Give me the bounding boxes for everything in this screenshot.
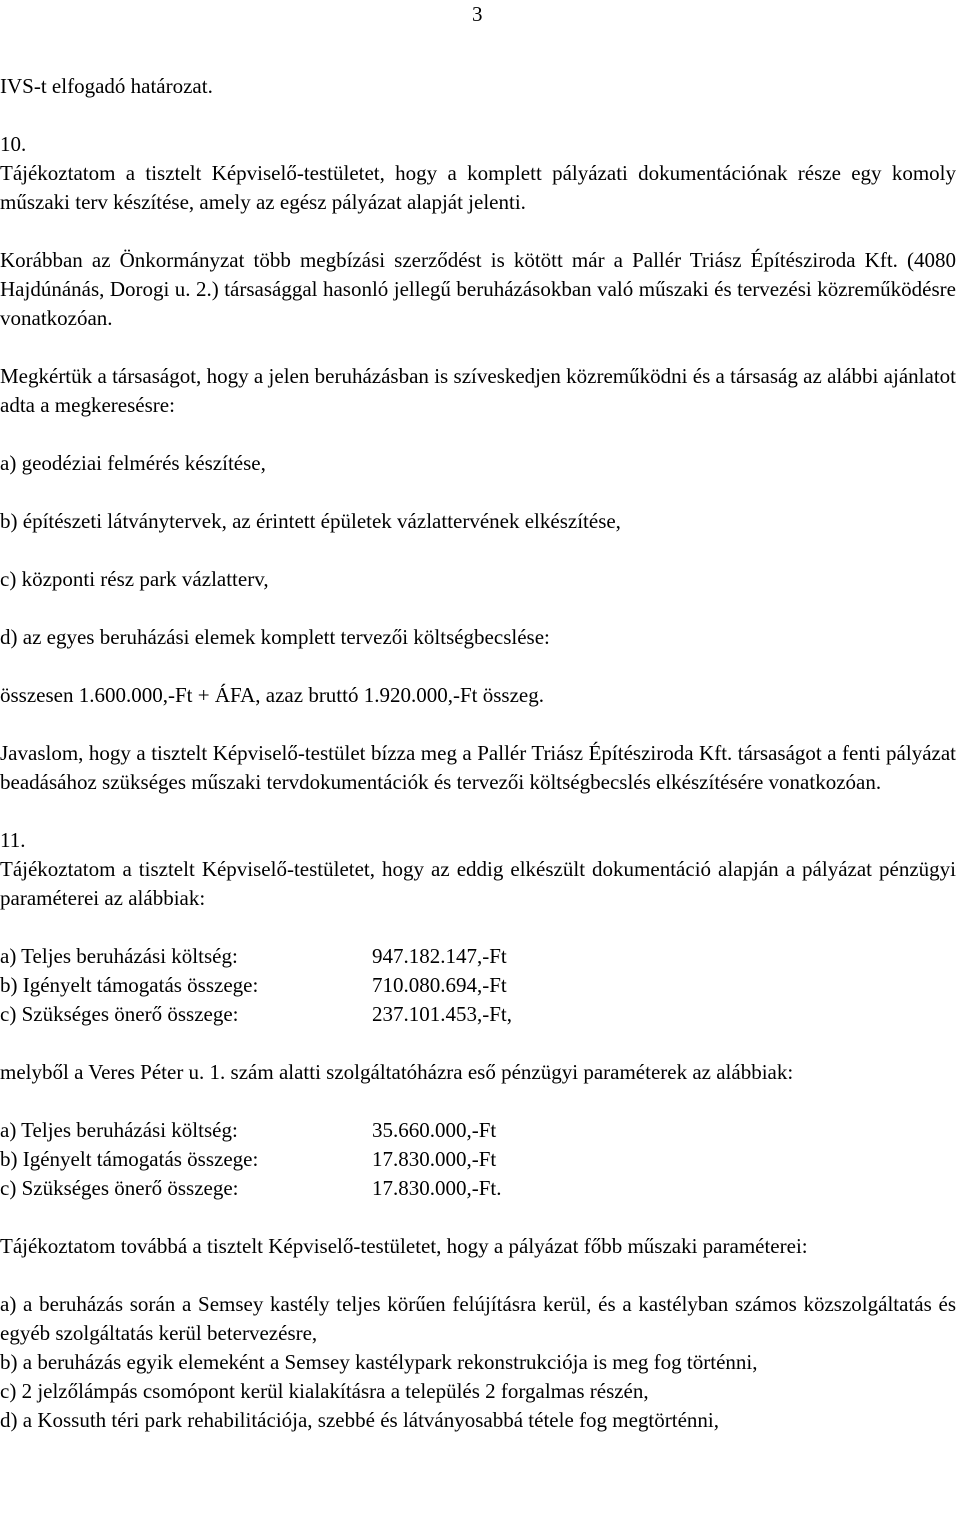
section-11-number: 11. <box>0 828 26 852</box>
technical-param-a: a) a beruházás során a Semsey kastély teljes körűen felújításra kerül, és a kastélyban számos közszolgáltatás és egyéb szolgáltatás kerül betervezésre, <box>0 1292 956 1345</box>
table-row <box>0 1174 956 1203</box>
offer-item-a: a) geodéziai felmérés készítése, <box>0 451 266 475</box>
section-10-para-3: Megkértük a társaságot, hogy a jelen beruházásban is szíveskedjen közreműködni és a társaság az alábbi ajánlatot adta a megkeresésre: <box>0 364 956 417</box>
offer-item-b: b) építészeti látványtervek, az érintett épületek vázlattervének elkészítése, <box>0 509 621 533</box>
offer-item-c: c) központi rész park vázlatterv, <box>0 567 269 591</box>
section-10-para-1: Tájékoztatom a tisztelt Képviselő-testületet, hogy a komplett pályázati dokumentációnak része egy komoly műszaki terv készítése, amely az egész pályázat alapját jelenti. <box>0 161 956 214</box>
technical-param-d: d) a Kossuth téri park rehabilitációja, szebbé és látványosabbá tétele fog megtörténni, <box>0 1408 719 1432</box>
financial-table-service-house <box>0 1116 956 1203</box>
row-value: 17.830.000,-Ft <box>372 1147 497 1171</box>
row-label: c) Szükséges önerő összege: <box>0 1002 239 1026</box>
row-value: 17.830.000,-Ft. <box>372 1176 502 1200</box>
intro-line: IVS-t elfogadó határozat. <box>0 74 213 98</box>
section-10-number: 10. <box>0 132 27 156</box>
table-row <box>0 1145 956 1174</box>
row-value: 710.080.694,-Ft <box>372 973 507 997</box>
row-value: 35.660.000,-Ft <box>372 1118 497 1142</box>
table-row <box>0 1116 956 1145</box>
page-number: 3 <box>472 2 483 26</box>
financial-table-total <box>0 942 956 1029</box>
offer-total: összesen 1.600.000,-Ft + ÁFA, azaz bruttó 1.920.000,-Ft összeg. <box>0 683 544 707</box>
technical-params-intro: Tájékoztatom továbbá a tisztelt Képviselő-testületet, hogy a pályázat főbb műszaki paraméterei: <box>0 1234 808 1258</box>
offer-item-d: d) az egyes beruházási elemek komplett tervezői költségbecslése: <box>0 625 550 649</box>
table-row <box>0 971 956 1000</box>
row-label: b) Igényelt támogatás összege: <box>0 1147 259 1171</box>
row-value: 947.182.147,-Ft <box>372 944 507 968</box>
document-body <box>0 72 956 1435</box>
section-10-para-2: Korábban az Önkormányzat több megbízási szerződést is kötött már a Pallér Triász Építésziroda Kft. (4080 Hajdúnánás, Dorogi u. 2.) társasággal hasonló jellegű beruházásokban való műszaki és tervezési közreműködésre vonatkozóan. <box>0 248 956 330</box>
table-row <box>0 1000 956 1029</box>
technical-param-b: b) a beruházás egyik elemeként a Semsey kastélypark rekonstrukciója is meg fog történni, <box>0 1350 758 1374</box>
row-label: a) Teljes beruházási költség: <box>0 1118 238 1142</box>
row-value: 237.101.453,-Ft, <box>372 1002 513 1026</box>
row-label: a) Teljes beruházási költség: <box>0 944 238 968</box>
row-label: c) Szükséges önerő összege: <box>0 1176 239 1200</box>
service-house-intro: melyből a Veres Péter u. 1. szám alatti szolgáltatóházra eső pénzügyi paraméterek az alábbiak: <box>0 1060 794 1084</box>
technical-param-c: c) 2 jelzőlámpás csomópont kerül kialakításra a település 2 forgalmas részén, <box>0 1379 649 1403</box>
section-10-proposal: Javaslom, hogy a tisztelt Képviselő-testület bízza meg a Pallér Triász Építésziroda Kft. társaságot a fenti pályázat beadásához szükséges műszaki tervdokumentációk és tervezői költségbecslés elkészítésére vonatkozóan. <box>0 741 956 794</box>
section-11-intro: Tájékoztatom a tisztelt Képviselő-testületet, hogy az eddig elkészült dokumentáció alapján a pályázat pénzügyi paraméterei az alábbiak: <box>0 857 956 910</box>
table-row <box>0 942 956 971</box>
row-label: b) Igényelt támogatás összege: <box>0 973 259 997</box>
